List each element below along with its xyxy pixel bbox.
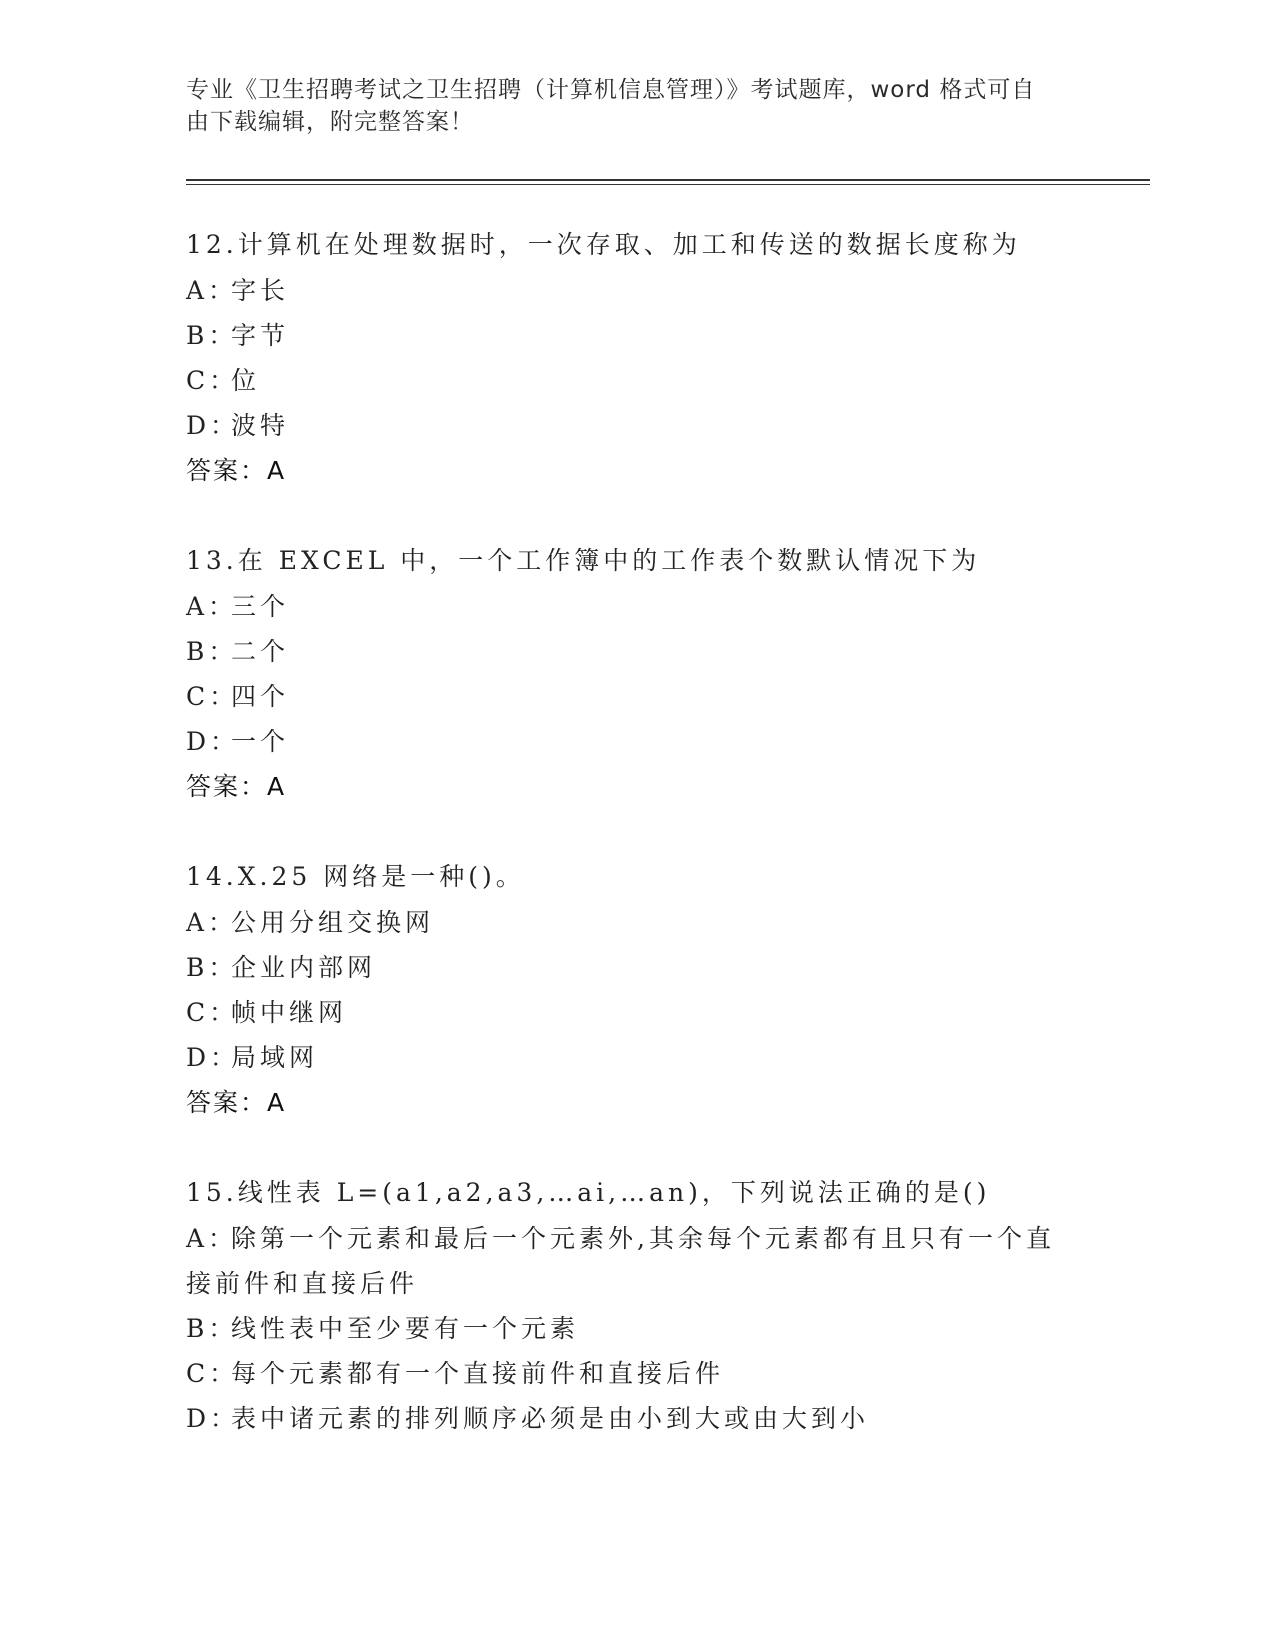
header-divider-thin bbox=[186, 184, 1150, 185]
option-d bbox=[186, 1035, 1086, 1080]
option-text-continuation: 接前件和直接后件 bbox=[186, 1269, 419, 1298]
option-label: A： bbox=[186, 592, 238, 621]
answer: 答案：A bbox=[186, 1088, 287, 1117]
option-c bbox=[186, 674, 1086, 719]
option-text: 四个 bbox=[231, 682, 290, 711]
question-stem: 12.计算机在处理数据时，一次存取、加工和传送的数据长度称为 bbox=[186, 230, 1021, 259]
question-stem: 15.线性表 L=(a1,a2,a3,…ai,…an)，下列说法正确的是() bbox=[186, 1178, 991, 1207]
option-d bbox=[186, 719, 1086, 764]
option-text: 波特 bbox=[231, 411, 290, 440]
option-label: D： bbox=[186, 411, 240, 440]
option-b bbox=[186, 1306, 1086, 1351]
option-label: C： bbox=[186, 1359, 239, 1388]
option-c bbox=[186, 358, 1086, 403]
option-label: D： bbox=[186, 1404, 240, 1433]
header-line-2: 由下载编辑，附完整答案！ bbox=[186, 109, 474, 135]
option-text: 每个元素都有一个直接前件和直接后件 bbox=[231, 1359, 725, 1388]
option-text: 一个 bbox=[231, 727, 290, 756]
option-a bbox=[186, 584, 1086, 629]
option-c bbox=[186, 1351, 1086, 1396]
option-text: 帧中继网 bbox=[231, 998, 348, 1027]
option-label: B： bbox=[186, 637, 238, 666]
question-stem: 14.X.25 网络是一种()。 bbox=[186, 862, 525, 891]
header-line-1: 专业《卫生招聘考试之卫生招聘（计算机信息管理）》考试题库，word 格式可自 bbox=[186, 77, 1036, 103]
option-label: A： bbox=[186, 908, 238, 937]
option-label: B： bbox=[186, 953, 238, 982]
option-text: 企业内部网 bbox=[231, 953, 377, 982]
option-label: C： bbox=[186, 366, 239, 395]
option-text: 局域网 bbox=[231, 1043, 319, 1072]
option-d bbox=[186, 1396, 1086, 1441]
question-13 bbox=[186, 538, 1086, 809]
option-label: B： bbox=[186, 321, 238, 350]
option-d bbox=[186, 403, 1086, 448]
option-text: 二个 bbox=[231, 637, 290, 666]
document-header bbox=[186, 74, 1066, 138]
option-a-continuation bbox=[186, 1261, 1086, 1306]
option-label: D： bbox=[186, 1043, 240, 1072]
option-label: B： bbox=[186, 1314, 238, 1343]
option-label: C： bbox=[186, 998, 239, 1027]
option-b bbox=[186, 313, 1086, 358]
option-text: 线性表中至少要有一个元素 bbox=[231, 1314, 580, 1343]
option-label: C： bbox=[186, 682, 239, 711]
question-15 bbox=[186, 1170, 1086, 1441]
option-b bbox=[186, 629, 1086, 674]
option-label: A： bbox=[186, 1224, 238, 1253]
option-label: D： bbox=[186, 727, 240, 756]
question-12 bbox=[186, 222, 1086, 493]
option-a bbox=[186, 268, 1086, 313]
answer: 答案：A bbox=[186, 772, 287, 801]
option-text: 字节 bbox=[231, 321, 290, 350]
question-stem: 13.在 EXCEL 中，一个工作簿中的工作表个数默认情况下为 bbox=[186, 546, 981, 575]
option-a bbox=[186, 1216, 1086, 1261]
option-text: 公用分组交换网 bbox=[231, 908, 435, 937]
option-text: 位 bbox=[231, 366, 261, 395]
option-text: 字长 bbox=[231, 276, 290, 305]
option-text: 表中诸元素的排列顺序必须是由小到大或由大到小 bbox=[231, 1404, 870, 1433]
answer: 答案：A bbox=[186, 456, 287, 485]
option-b bbox=[186, 945, 1086, 990]
option-text: 除第一个元素和最后一个元素外,其余每个元素都有且只有一个直 bbox=[231, 1224, 1055, 1253]
header-divider bbox=[186, 179, 1150, 181]
option-a bbox=[186, 900, 1086, 945]
question-14 bbox=[186, 854, 1086, 1125]
option-text: 三个 bbox=[231, 592, 290, 621]
option-c bbox=[186, 990, 1086, 1035]
option-label: A： bbox=[186, 276, 238, 305]
